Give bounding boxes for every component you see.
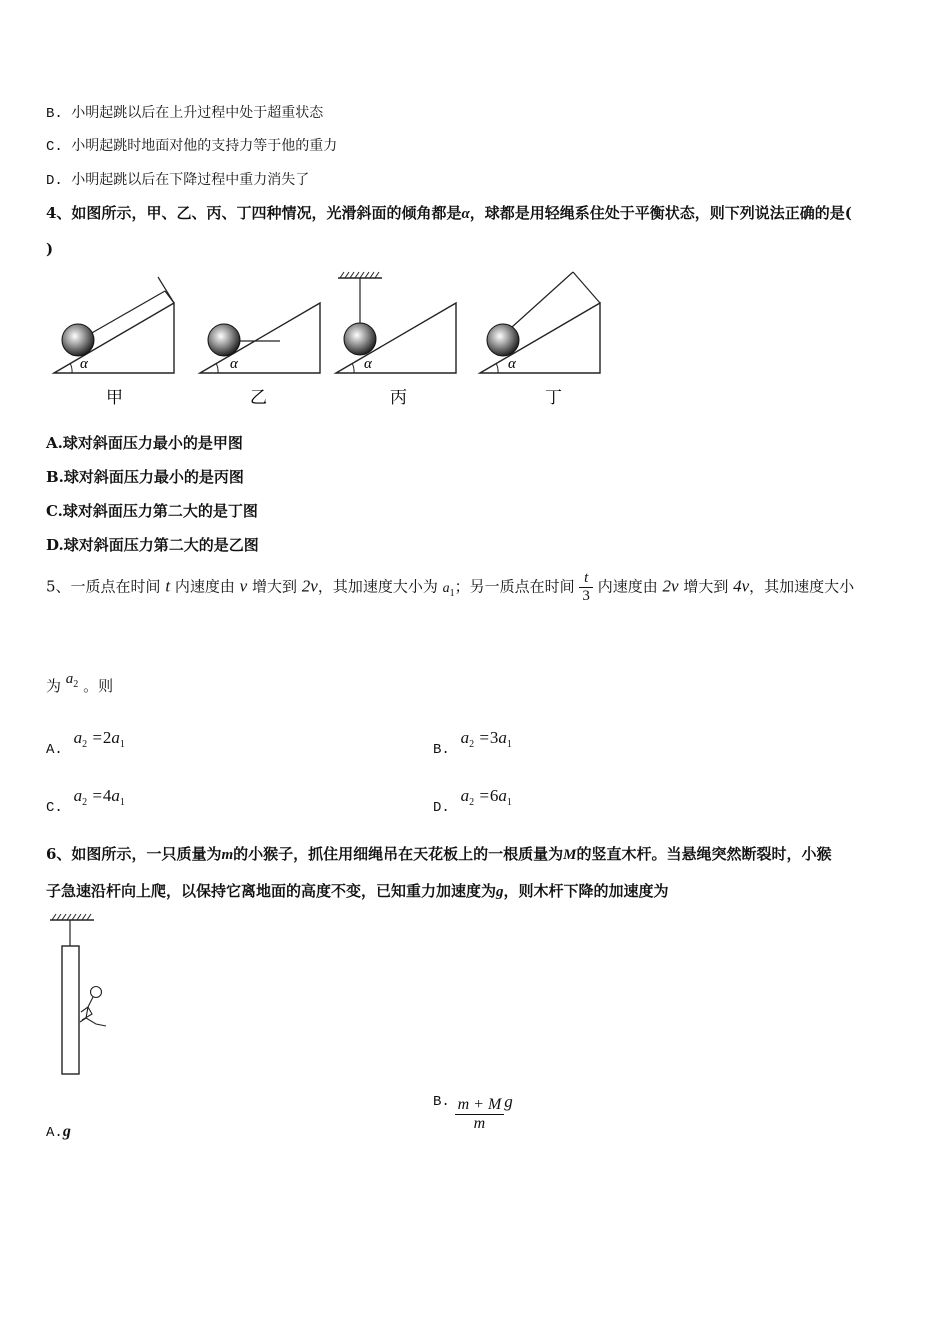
q4-alpha: α xyxy=(461,206,470,222)
q6-option-a-value: g xyxy=(62,1123,71,1140)
q5-option-a-coef: 2 xyxy=(102,728,112,747)
q5-option-b-expr: $a_2 =3a_1$ xyxy=(460,728,512,750)
figure-yi xyxy=(200,303,320,407)
q5-text-3: 增大到 xyxy=(251,577,297,596)
q6-var-g: g xyxy=(496,884,504,900)
q5-option-d-label: D. xyxy=(433,800,450,816)
q6-option-b xyxy=(433,1091,513,1133)
q5-option-c xyxy=(46,786,125,816)
q6-option-b-num: m + M xyxy=(455,1096,505,1115)
q6-option-b-fraction xyxy=(455,1096,505,1133)
q5-option-b-coef: 3 xyxy=(489,728,499,747)
q5-option-d-expr: $a_2 =6a_1$ xyxy=(460,786,512,808)
q6-stem-line-2 xyxy=(46,880,669,901)
q5-text-4: ，其加速度大小为 xyxy=(317,577,438,596)
q6-option-b-label: B. xyxy=(433,1093,450,1110)
q5-a2-letter: a xyxy=(65,671,74,687)
q4-stem-end: ) xyxy=(46,240,54,258)
q6-text-2a: 子急速沿杆向上爬，以保持它离地面的高度不变，已知重力加速度为 xyxy=(46,882,497,900)
q5-stem-2 xyxy=(46,671,114,696)
q4-stem xyxy=(46,202,852,223)
q5-a1 xyxy=(442,580,455,599)
q4-stem-text: 4、如图所示，甲、乙、丙、丁四种情况，光滑斜面的倾角都是 xyxy=(46,204,462,222)
q4-figure xyxy=(40,265,620,415)
label-ding: 丁 xyxy=(545,388,562,407)
q4-stem-rest: ，球都是用轻绳系住处于平衡状态，则下列说法正确的是( xyxy=(469,204,852,222)
q6-option-a-label: A. xyxy=(46,1125,63,1141)
q5-var-2v-b: 2v xyxy=(662,576,679,596)
q5-var-v: v xyxy=(239,576,248,596)
alpha-label-yi: α xyxy=(230,356,238,372)
q5-var-2v: 2v xyxy=(301,576,318,596)
q3-option-c: C. 小明起跳时地面对他的支持力等于他的重力 xyxy=(46,139,338,155)
alpha-label-ding: α xyxy=(508,356,516,372)
q4-option-a: A.球对斜面压力最小的是甲图 xyxy=(46,434,243,452)
alpha-label-bing: α xyxy=(364,356,372,372)
q5-option-a-label: A. xyxy=(46,742,63,758)
q5-option-b xyxy=(433,728,512,758)
label-jia: 甲 xyxy=(106,388,123,407)
q5-option-a-expr: $a_2 =2a_1$ xyxy=(73,728,125,750)
q4-option-d: D.球对斜面压力第二大的是乙图 xyxy=(46,536,259,554)
q5-a2 xyxy=(65,671,79,690)
q3-option-d: D. 小明起跳以后在下降过程中重力消失了 xyxy=(46,173,310,189)
q5-frac-den: 3 xyxy=(582,588,590,604)
q5-option-b-label: B. xyxy=(433,742,450,758)
q5-var-t: t xyxy=(165,576,171,596)
q6-figure-monkey-rod xyxy=(46,910,116,1080)
figure-bing xyxy=(336,272,456,407)
q5-option-d-coef: 6 xyxy=(489,786,499,805)
q5-fraction xyxy=(579,570,593,605)
label-bing: 丙 xyxy=(390,388,407,407)
q5-text-10: 。则 xyxy=(83,677,114,695)
q5-option-c-label: C. xyxy=(46,800,63,816)
q5-var-4v: 4v xyxy=(733,576,750,596)
label-yi: 乙 xyxy=(250,388,267,407)
q5-text-8: ，其加速度大小 xyxy=(749,577,855,596)
q3-option-b: B. 小明起跳以后在上升过程中处于超重状态 xyxy=(46,106,324,122)
q5-option-c-expr: $a_2 =4a_1$ xyxy=(73,786,125,808)
q5-text-5: ；另一质点在时间 xyxy=(454,577,575,596)
q5-option-a xyxy=(46,728,125,758)
q6-text-1c: 的竖直木杆。当悬绳突然断裂时，小猴 xyxy=(576,845,832,863)
q5-text-6: 内速度由 xyxy=(597,577,658,596)
q6-var-M: M xyxy=(563,847,577,863)
q6-stem-line-1 xyxy=(46,843,832,864)
q4-option-c: C.球对斜面压力第二大的是丁图 xyxy=(46,502,258,520)
q5-text-7: 增大到 xyxy=(683,577,729,596)
q6-option-a xyxy=(46,1122,71,1141)
q6-text-1b: 的小猴子，抓住用细绳吊在天花板上的一根质量为 xyxy=(233,845,564,863)
q6-var-m: m xyxy=(221,847,234,863)
figure-ding xyxy=(480,272,600,407)
q5-a2-sub: 2 xyxy=(73,679,79,690)
q6-text-2b: ，则木杆下降的加速度为 xyxy=(503,882,669,900)
figure-jia xyxy=(54,277,174,407)
q6-option-b-den: m xyxy=(473,1115,486,1132)
q5-option-c-coef: 4 xyxy=(102,786,112,805)
q5-a1-letter: a xyxy=(442,580,450,596)
q5-text-9: 为 xyxy=(46,677,62,695)
alpha-label-jia: α xyxy=(80,356,88,372)
q5-frac-num: t xyxy=(579,570,593,588)
q6-option-b-g: g xyxy=(504,1091,513,1111)
q5-option-d xyxy=(433,786,512,816)
q5-text-2: 内速度由 xyxy=(174,577,235,596)
q5-stem xyxy=(46,570,854,605)
q4-option-b: B.球对斜面压力最小的是丙图 xyxy=(46,468,244,486)
q6-text-1a: 6、如图所示，一只质量为 xyxy=(46,845,222,863)
q5-a1-sub: 1 xyxy=(449,587,455,599)
q5-text-1: 5、一质点在时间 xyxy=(46,577,161,596)
